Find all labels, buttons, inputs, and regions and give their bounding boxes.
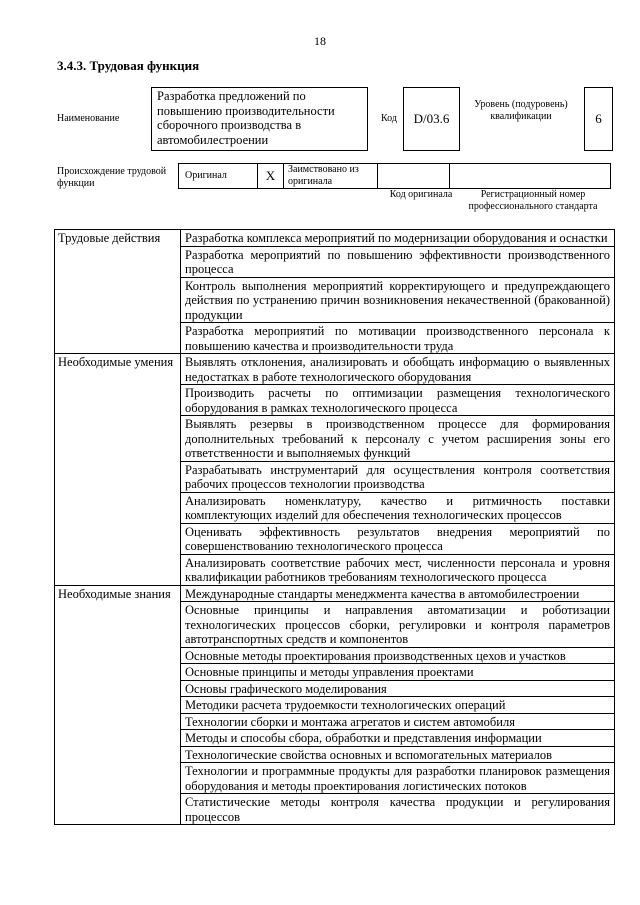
table-row [55,585,615,602]
section-item: Основы графического моделирования [181,680,615,697]
name-label: Наименование [57,113,120,124]
section-item: Выявлять отклонения, анализировать и обобщать информацию о выявленных недостатках в работе технологического оборудования [181,354,615,385]
borrowed-cell: Заимствовано из оригинала [283,163,378,189]
reg-number-cell [449,163,611,189]
origin-box [178,163,612,189]
reg-number-label: Регистрационный номер профессионального стандарта [468,189,598,212]
section-title: Трудовые действия [55,230,181,354]
original-cell: Оригинал [178,163,258,189]
section-item: Технологии сборки и монтажа агрегатов и систем автомобиля [181,713,615,730]
original-mark-cell: X [257,163,284,189]
section-item: Выявлять резервы в производственном процессе для формирования дополнительных требований к персоналу с учетом расширения зоны его ответственности и выполняемых функций [181,416,615,462]
section-item: Основные принципы и направления автоматизации и роботизации технологических процессов сборки, регулировки и контроля параметров автотранспортных средств и компонентов [181,602,615,648]
section-item: Методики расчета трудоемкости технологических операций [181,697,615,714]
section-item: Разработка мероприятий по повышению эффективности производственного процесса [181,246,615,277]
section-item: Контроль выполнения мероприятий корректирующего и предупреждающего действия по устранению причин возникновения некачественной (бракованной) продукции [181,277,615,323]
section-item: Статистические методы контроля качества продукции и регулирования процессов [181,794,615,825]
function-details-table [54,229,615,825]
section-item: Технологии и программные продукты для разработки планировок размещения оборудования и методы проектирования логистических потоков [181,763,615,794]
level-value-box: 6 [584,87,613,151]
function-code-box: D/03.6 [403,87,460,151]
section-item: Методы и способы сбора, обработки и представления информации [181,730,615,747]
table-row [55,354,615,385]
section-item: Разрабатывать инструментарий для осуществления контроля соответствия рабочих процессов технологии производства [181,461,615,492]
code-original-cell [377,163,450,189]
table-row [55,230,615,247]
section-item: Основные принципы и методы управления проектами [181,664,615,681]
level-label: Уровень (подуровень) квалификации [474,99,568,122]
section-item: Анализировать номенклатуру, качество и ритмичность поставки комплектующих изделий для обеспечения технологических процессов [181,492,615,523]
section-item: Международные стандарты менеджмента качества в автомобилестроении [181,585,615,602]
section-item: Разработка мероприятий по мотивации производственного персонала к повышению качества и производительности труда [181,323,615,354]
section-item: Основные методы проектирования производственных цехов и участков [181,647,615,664]
code-original-label: Код оригинала [389,189,453,200]
section-item: Разработка комплекса мероприятий по модернизации оборудования и оснастки [181,230,615,247]
page-number: 18 [314,34,326,48]
function-name-box: Разработка предложений по повышению производительности сборочного производства в автомобилестроении [151,87,368,151]
section-item: Технологические свойства основных и вспомогательных материалов [181,746,615,763]
origin-label: Происхождение трудовой функции [57,166,167,189]
section-item: Оценивать эффективность результатов внедрения мероприятий по совершенствованию технологического процесса [181,523,615,554]
section-item: Производить расчеты по оптимизации размещения технологического оборудования в рамках технологического процесса [181,385,615,416]
section-title: Необходимые умения [55,354,181,586]
code-label: Код [381,113,397,124]
section-heading: 3.4.3. Трудовая функция [57,58,200,73]
section-item: Анализировать соответствие рабочих мест, численности персонала и уровня квалификации работников требованиям технологического процесса [181,554,615,585]
section-title: Необходимые знания [55,585,181,825]
